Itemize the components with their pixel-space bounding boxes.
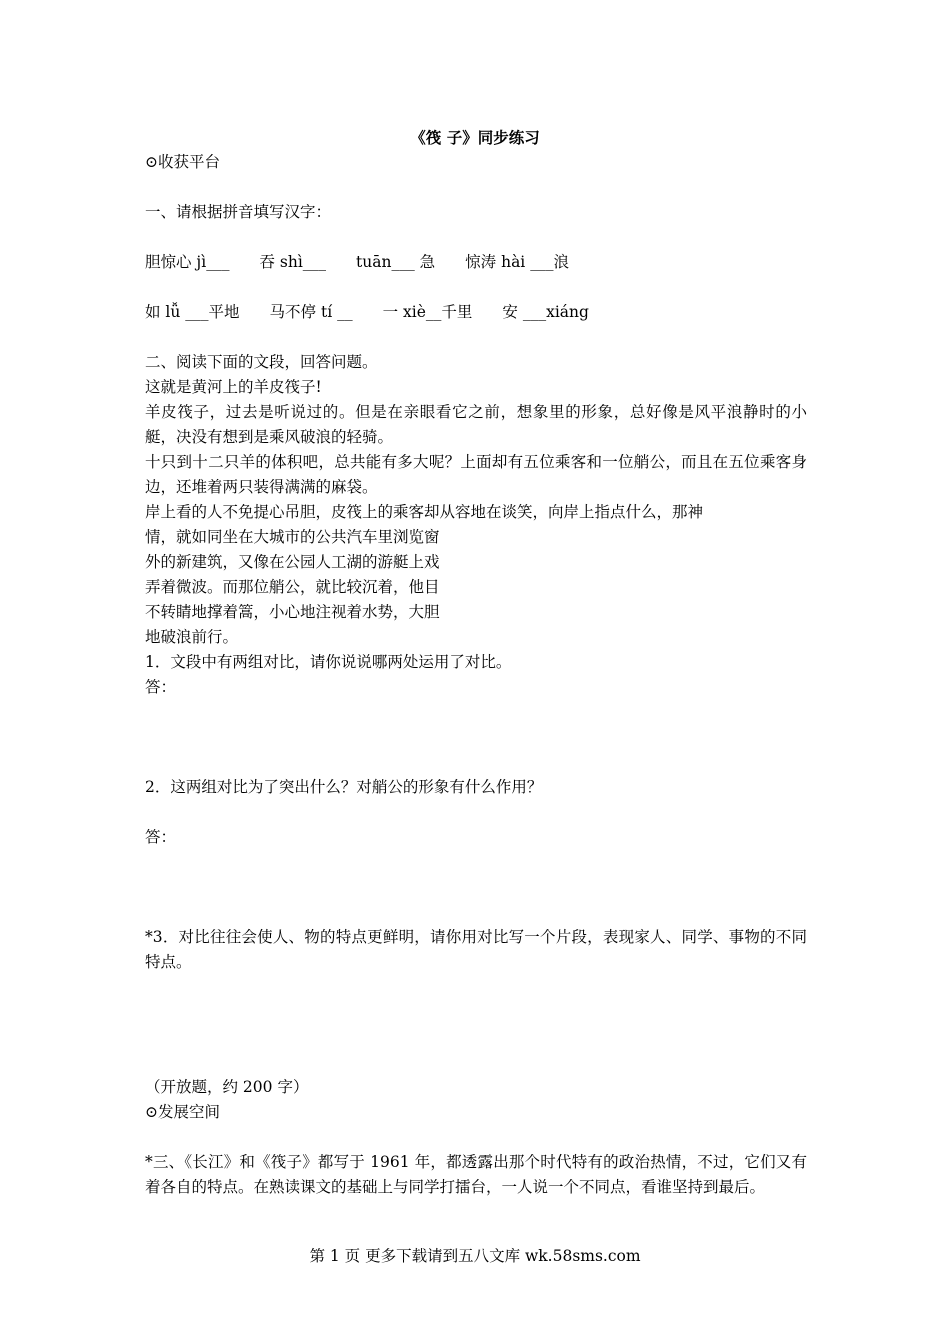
pinyin-item: 一 xiè__千里 xyxy=(382,303,473,321)
passage-line: 外的新建筑，又像在公园人工湖的游艇上戏 xyxy=(145,553,440,571)
open-question-note: （开放题，约 200 字） xyxy=(145,1078,309,1096)
sub-question-1: 1．文段中有两组对比，请你说说哪两处运用了对比。 xyxy=(145,653,512,671)
pinyin-row-1 xyxy=(145,250,807,275)
pinyin-item: 吞 shì___ xyxy=(259,253,327,271)
question-2-heading: 二、阅读下面的文段，回答问题。 xyxy=(145,353,378,371)
pinyin-item: 马不停 tí __ xyxy=(269,303,353,321)
document-title: 《筏 子》同步练习 xyxy=(410,128,540,147)
page-footer: 第 1 页 更多下载请到五八文库 wk.58sms.com xyxy=(309,1247,641,1265)
pinyin-row-2 xyxy=(145,300,807,325)
question-1-heading: 一、请根据拼音填写汉字： xyxy=(145,203,332,221)
passage-line: 不转睛地撑着篙，小心地注视着水势，大胆 xyxy=(145,603,440,621)
passage-line: 弄着微波。而那位艄公，就比较沉着，他目 xyxy=(145,578,440,596)
pinyin-item: 惊涛 hài ___浪 xyxy=(465,253,569,271)
passage-line: 地破浪前行。 xyxy=(145,628,239,646)
answer-label-2: 答： xyxy=(145,828,177,846)
sub-question-2: 2．这两组对比为了突出什么？对艄公的形象有什么作用？ xyxy=(145,778,543,796)
passage-line: 情，就如同坐在大城市的公共汽车里浏览窗 xyxy=(145,528,440,546)
section-heading-harvest: ⊙收获平台 xyxy=(145,153,220,171)
sub-question-3: *3．对比往往会使人、物的特点更鲜明，请你用对比写一个片段，表现家人、同学、事物的不同特点。 xyxy=(145,928,807,971)
pinyin-item: tuān___ 急 xyxy=(356,253,436,271)
passage-paragraph: 十只到十二只羊的体积吧，总共能有多大呢？上面却有五位乘客和一位艄公，而且在五位乘客身边，还堆着两只装得满满的麻袋。 xyxy=(145,453,807,496)
passage-paragraph: 这就是黄河上的羊皮筏子! xyxy=(145,378,322,396)
passage-line: 岸上看的人不免提心吊胆，皮筏上的乘客却从容地在谈笑，向岸上指点什么，那神 xyxy=(145,503,704,521)
pinyin-item: 安 ___xiáng xyxy=(502,303,589,321)
question-3-text: *三、《长江》和《筏子》都写于 1961 年，都透露出那个时代特有的政治热情，不过，它们又有着各自的特点。在熟读课文的基础上与同学打擂台，一人说一个不同点，看谁坚持到最后。 xyxy=(145,1153,807,1196)
document-body xyxy=(145,150,807,1200)
section-heading-development: ⊙发展空间 xyxy=(145,1103,220,1121)
passage-paragraph: 羊皮筏子，过去是听说过的。但是在亲眼看它之前，想象里的形象，总好像是风平浪静时的小艇，决没有想到是乘风破浪的轻骑。 xyxy=(145,403,807,446)
pinyin-item: 如 lǚ ___平地 xyxy=(145,303,240,321)
pinyin-item: 胆惊心 jì___ xyxy=(145,253,230,271)
answer-label-1: 答： xyxy=(145,678,177,696)
